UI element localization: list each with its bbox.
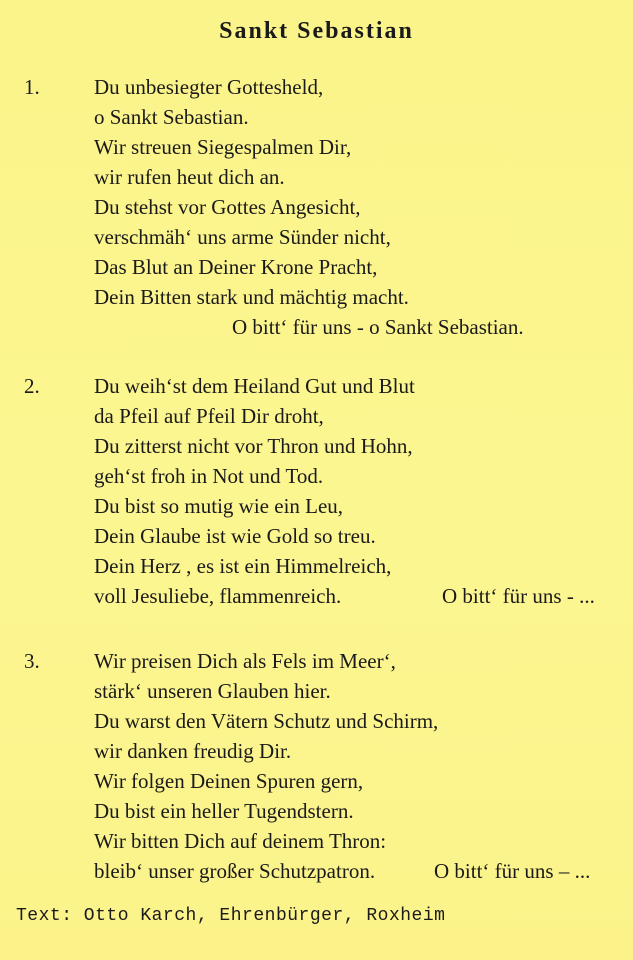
verse-line: geh‘st froh in Not und Tod. <box>94 464 324 488</box>
verse-line-with-refrain <box>94 856 624 886</box>
stanza-lines <box>94 72 624 342</box>
verse-line: stärk‘ unseren Glauben hier. <box>94 679 331 703</box>
refrain-line: O bitt‘ für uns - o Sankt Sebastian. <box>232 315 524 339</box>
stanza-number: 3. <box>24 649 40 673</box>
stanza-lines <box>94 371 624 611</box>
verse-line: Du bist so mutig wie ein Leu, <box>94 494 344 518</box>
verse-line: Wir bitten Dich auf deinem Thron: <box>94 829 387 853</box>
stanza-number: 2. <box>24 374 40 398</box>
verse-line-with-refrain <box>94 581 624 611</box>
verse-line: Dein Herz , es ist ein Himmelreich, <box>94 554 392 578</box>
verse-line: Wir folgen Deinen Spuren gern, <box>94 769 364 793</box>
verse-line: o Sankt Sebastian. <box>94 105 249 129</box>
stanza-number: 1. <box>24 75 40 99</box>
verse-line: Dein Bitten stark und mächtig macht. <box>94 285 409 309</box>
verse-line: Du zitterst nicht vor Thron und Hohn, <box>94 434 413 458</box>
stanza-lines <box>94 646 624 886</box>
verse-line: Wir preisen Dich als Fels im Meer‘, <box>94 649 396 673</box>
refrain-short: O bitt‘ für uns - ... <box>442 584 595 608</box>
verse-line: wir rufen heut dich an. <box>94 165 285 189</box>
verse-line: Du warst den Vätern Schutz und Schirm, <box>94 709 439 733</box>
verse-line: da Pfeil auf Pfeil Dir droht, <box>94 404 324 428</box>
verse-line: Dein Glaube ist wie Gold so treu. <box>94 524 376 548</box>
refrain-short: O bitt‘ für uns – ... <box>434 859 591 883</box>
verse-line: Wir streuen Siegespalmen Dir, <box>94 135 352 159</box>
verse-line: Du bist ein heller Tugendstern. <box>94 799 354 823</box>
verse-line: verschmäh‘ uns arme Sünder nicht, <box>94 225 391 249</box>
verse-line: bleib‘ unser großer Schutzpatron. <box>94 859 376 883</box>
verse-line: Du stehst vor Gottes Angesicht, <box>94 195 361 219</box>
verse-line: Das Blut an Deiner Krone Pracht, <box>94 255 378 279</box>
author-credit: Text: Otto Karch, Ehrenbürger, Roxheim <box>16 906 446 926</box>
verse-line: Du weih‘st dem Heiland Gut und Blut <box>94 374 415 398</box>
verse-line: wir danken freudig Dir. <box>94 739 292 763</box>
verse-line: voll Jesuliebe, flammenreich. <box>94 584 342 608</box>
verse-line: Du unbesiegter Gottesheld, <box>94 75 324 99</box>
page-title: Sankt Sebastian <box>219 18 414 44</box>
